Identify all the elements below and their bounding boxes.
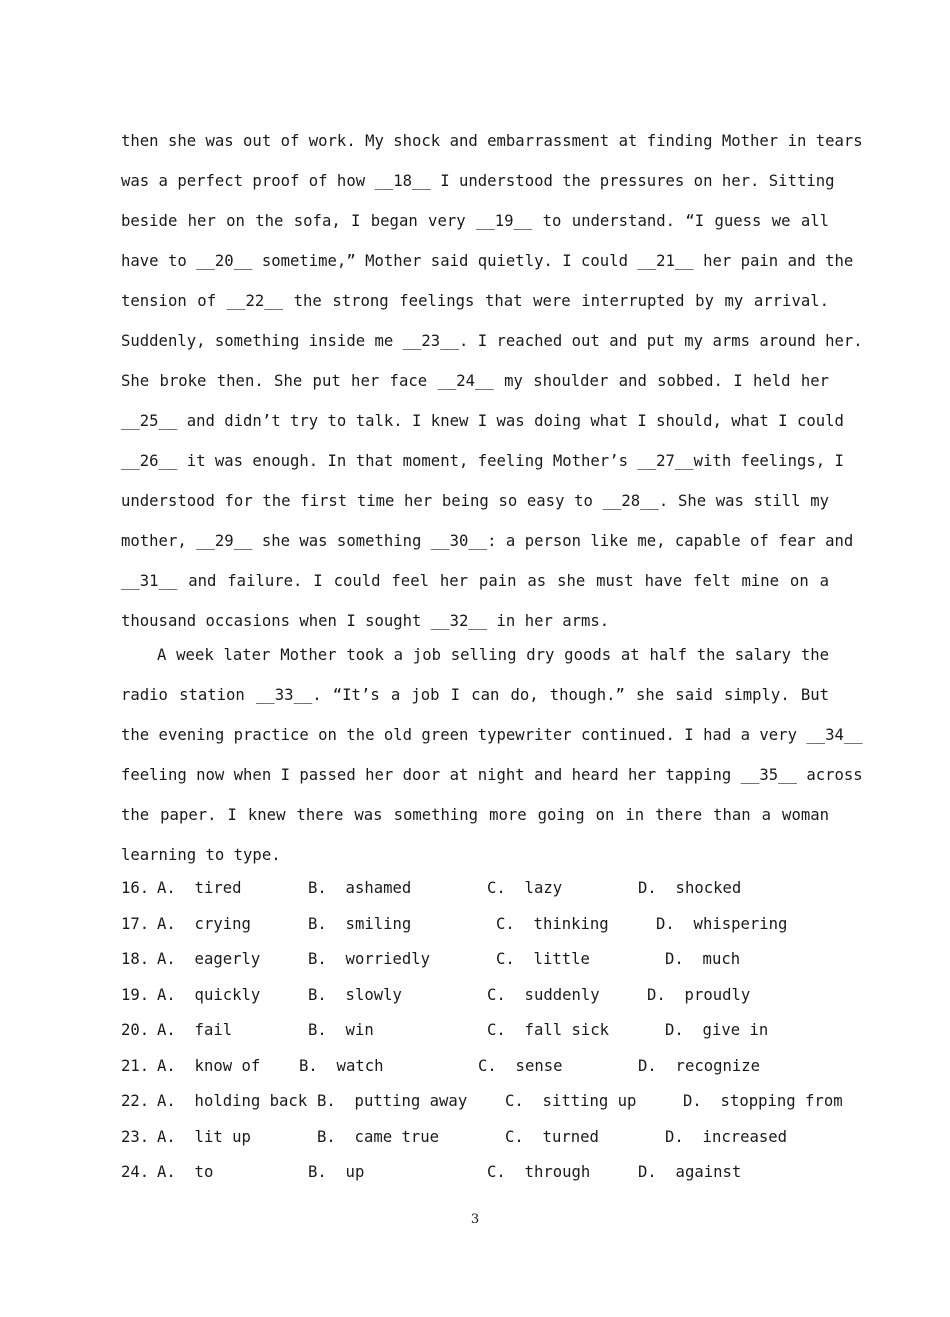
option-c: C. thinking <box>496 914 609 933</box>
passage-line: feeling now when I passed her door at night and heard her tapping __35__ across <box>121 766 863 784</box>
option-c: C. through <box>487 1163 591 1181</box>
option-d: D. against <box>638 1163 742 1181</box>
question-number: 24. <box>121 1163 150 1181</box>
option-b: B. came true <box>317 1127 440 1146</box>
option-b: B. up <box>308 1163 365 1181</box>
question-row <box>121 1049 841 1084</box>
option-c: C. lazy <box>487 879 563 897</box>
option-b: B. smiling <box>308 914 412 933</box>
passage-line: A week later Mother took a job selling dry goods at half the salary the <box>157 646 829 664</box>
question-row <box>121 942 841 977</box>
option-a: A. lit up <box>157 1127 251 1146</box>
option-c: C. turned <box>505 1127 599 1146</box>
passage-line: beside her on the sofa, I began very __19__ to understand. “I guess we all <box>121 212 829 230</box>
passage-line: tension of __22__ the strong feelings that were interrupted by my arrival. <box>121 292 829 310</box>
passage-line: radio station __33__. “It’s a job I can do, though.” she said simply. But <box>121 686 829 704</box>
question-number: 22. <box>121 1092 150 1110</box>
option-b: B. win <box>308 1021 374 1039</box>
passage-line: __25__ and didn’t try to talk. I knew I was doing what I should, what I could <box>121 412 844 430</box>
option-a: A. holding back <box>157 1092 308 1110</box>
passage-line: She broke then. She put her face __24__ my shoulder and sobbed. I held her <box>121 372 829 390</box>
option-a: A. quickly <box>157 985 261 1004</box>
option-b: B. slowly <box>308 985 402 1004</box>
passage-line: was a perfect proof of how __18__ I understood the pressures on her. Sitting <box>121 172 835 190</box>
passage-line: the paper. I knew there was something more going on in there than a woman <box>121 806 829 824</box>
passage-line: mother, __29__ she was something __30__: a person like me, capable of fear and <box>121 532 854 550</box>
option-d: D. much <box>665 950 741 968</box>
passage-line: thousand occasions when I sought __32__ in her arms. <box>121 612 610 630</box>
option-a: A. tired <box>157 879 242 897</box>
option-d: D. give in <box>665 1021 769 1039</box>
option-a: A. to <box>157 1163 214 1181</box>
question-number: 23. <box>121 1127 150 1146</box>
option-a: A. fail <box>157 1021 233 1039</box>
passage-line: Suddenly, something inside me __23__. I reached out and put my arms around her. <box>121 332 863 350</box>
option-a: A. eagerly <box>157 950 261 968</box>
option-d: D. proudly <box>647 985 751 1004</box>
option-b: B. ashamed <box>308 879 412 897</box>
option-a: A. know of <box>157 1056 261 1075</box>
option-d: D. shocked <box>638 879 742 897</box>
page-number: 3 <box>470 1212 480 1227</box>
option-d: D. stopping from <box>683 1092 843 1110</box>
option-a: A. crying <box>157 914 251 933</box>
option-c: C. fall sick <box>487 1021 610 1039</box>
question-row <box>121 1155 841 1190</box>
question-number: 21. <box>121 1056 150 1075</box>
option-d: D. increased <box>665 1127 788 1146</box>
option-c: C. sitting up <box>505 1092 637 1110</box>
passage-line: have to __20__ sometime,” Mother said quietly. I could __21__ her pain and the <box>121 252 854 270</box>
passage-line: __26__ it was enough. In that moment, feeling Mother’s __27__with feelings, I <box>121 452 844 470</box>
passage-line: understood for the first time her being so easy to __28__. She was still my <box>121 492 829 510</box>
option-c: C. sense <box>478 1056 563 1075</box>
question-row <box>121 871 841 906</box>
question-number: 18. <box>121 950 150 968</box>
option-b: B. putting away <box>317 1092 468 1110</box>
question-row <box>121 1084 841 1119</box>
question-row <box>121 907 841 942</box>
question-number: 16. <box>121 879 150 897</box>
passage-line: learning to type. <box>121 846 281 864</box>
option-b: B. watch <box>299 1056 384 1075</box>
passage-line: then she was out of work. My shock and embarrassment at finding Mother in tears <box>121 132 863 150</box>
question-row <box>121 978 841 1013</box>
passage-line: the evening practice on the old green typewriter continued. I had a very __34__ <box>121 726 863 744</box>
option-b: B. worriedly <box>308 950 431 968</box>
option-c: C. little <box>496 950 590 968</box>
question-row <box>121 1120 841 1155</box>
passage-line: __31__ and failure. I could feel her pain as she must have felt mine on a <box>121 572 829 590</box>
question-row <box>121 1013 841 1048</box>
option-c: C. suddenly <box>487 985 600 1004</box>
question-number: 20. <box>121 1021 150 1039</box>
question-number: 19. <box>121 985 150 1004</box>
option-d: D. whispering <box>656 914 788 933</box>
question-number: 17. <box>121 914 150 933</box>
option-d: D. recognize <box>638 1056 761 1075</box>
